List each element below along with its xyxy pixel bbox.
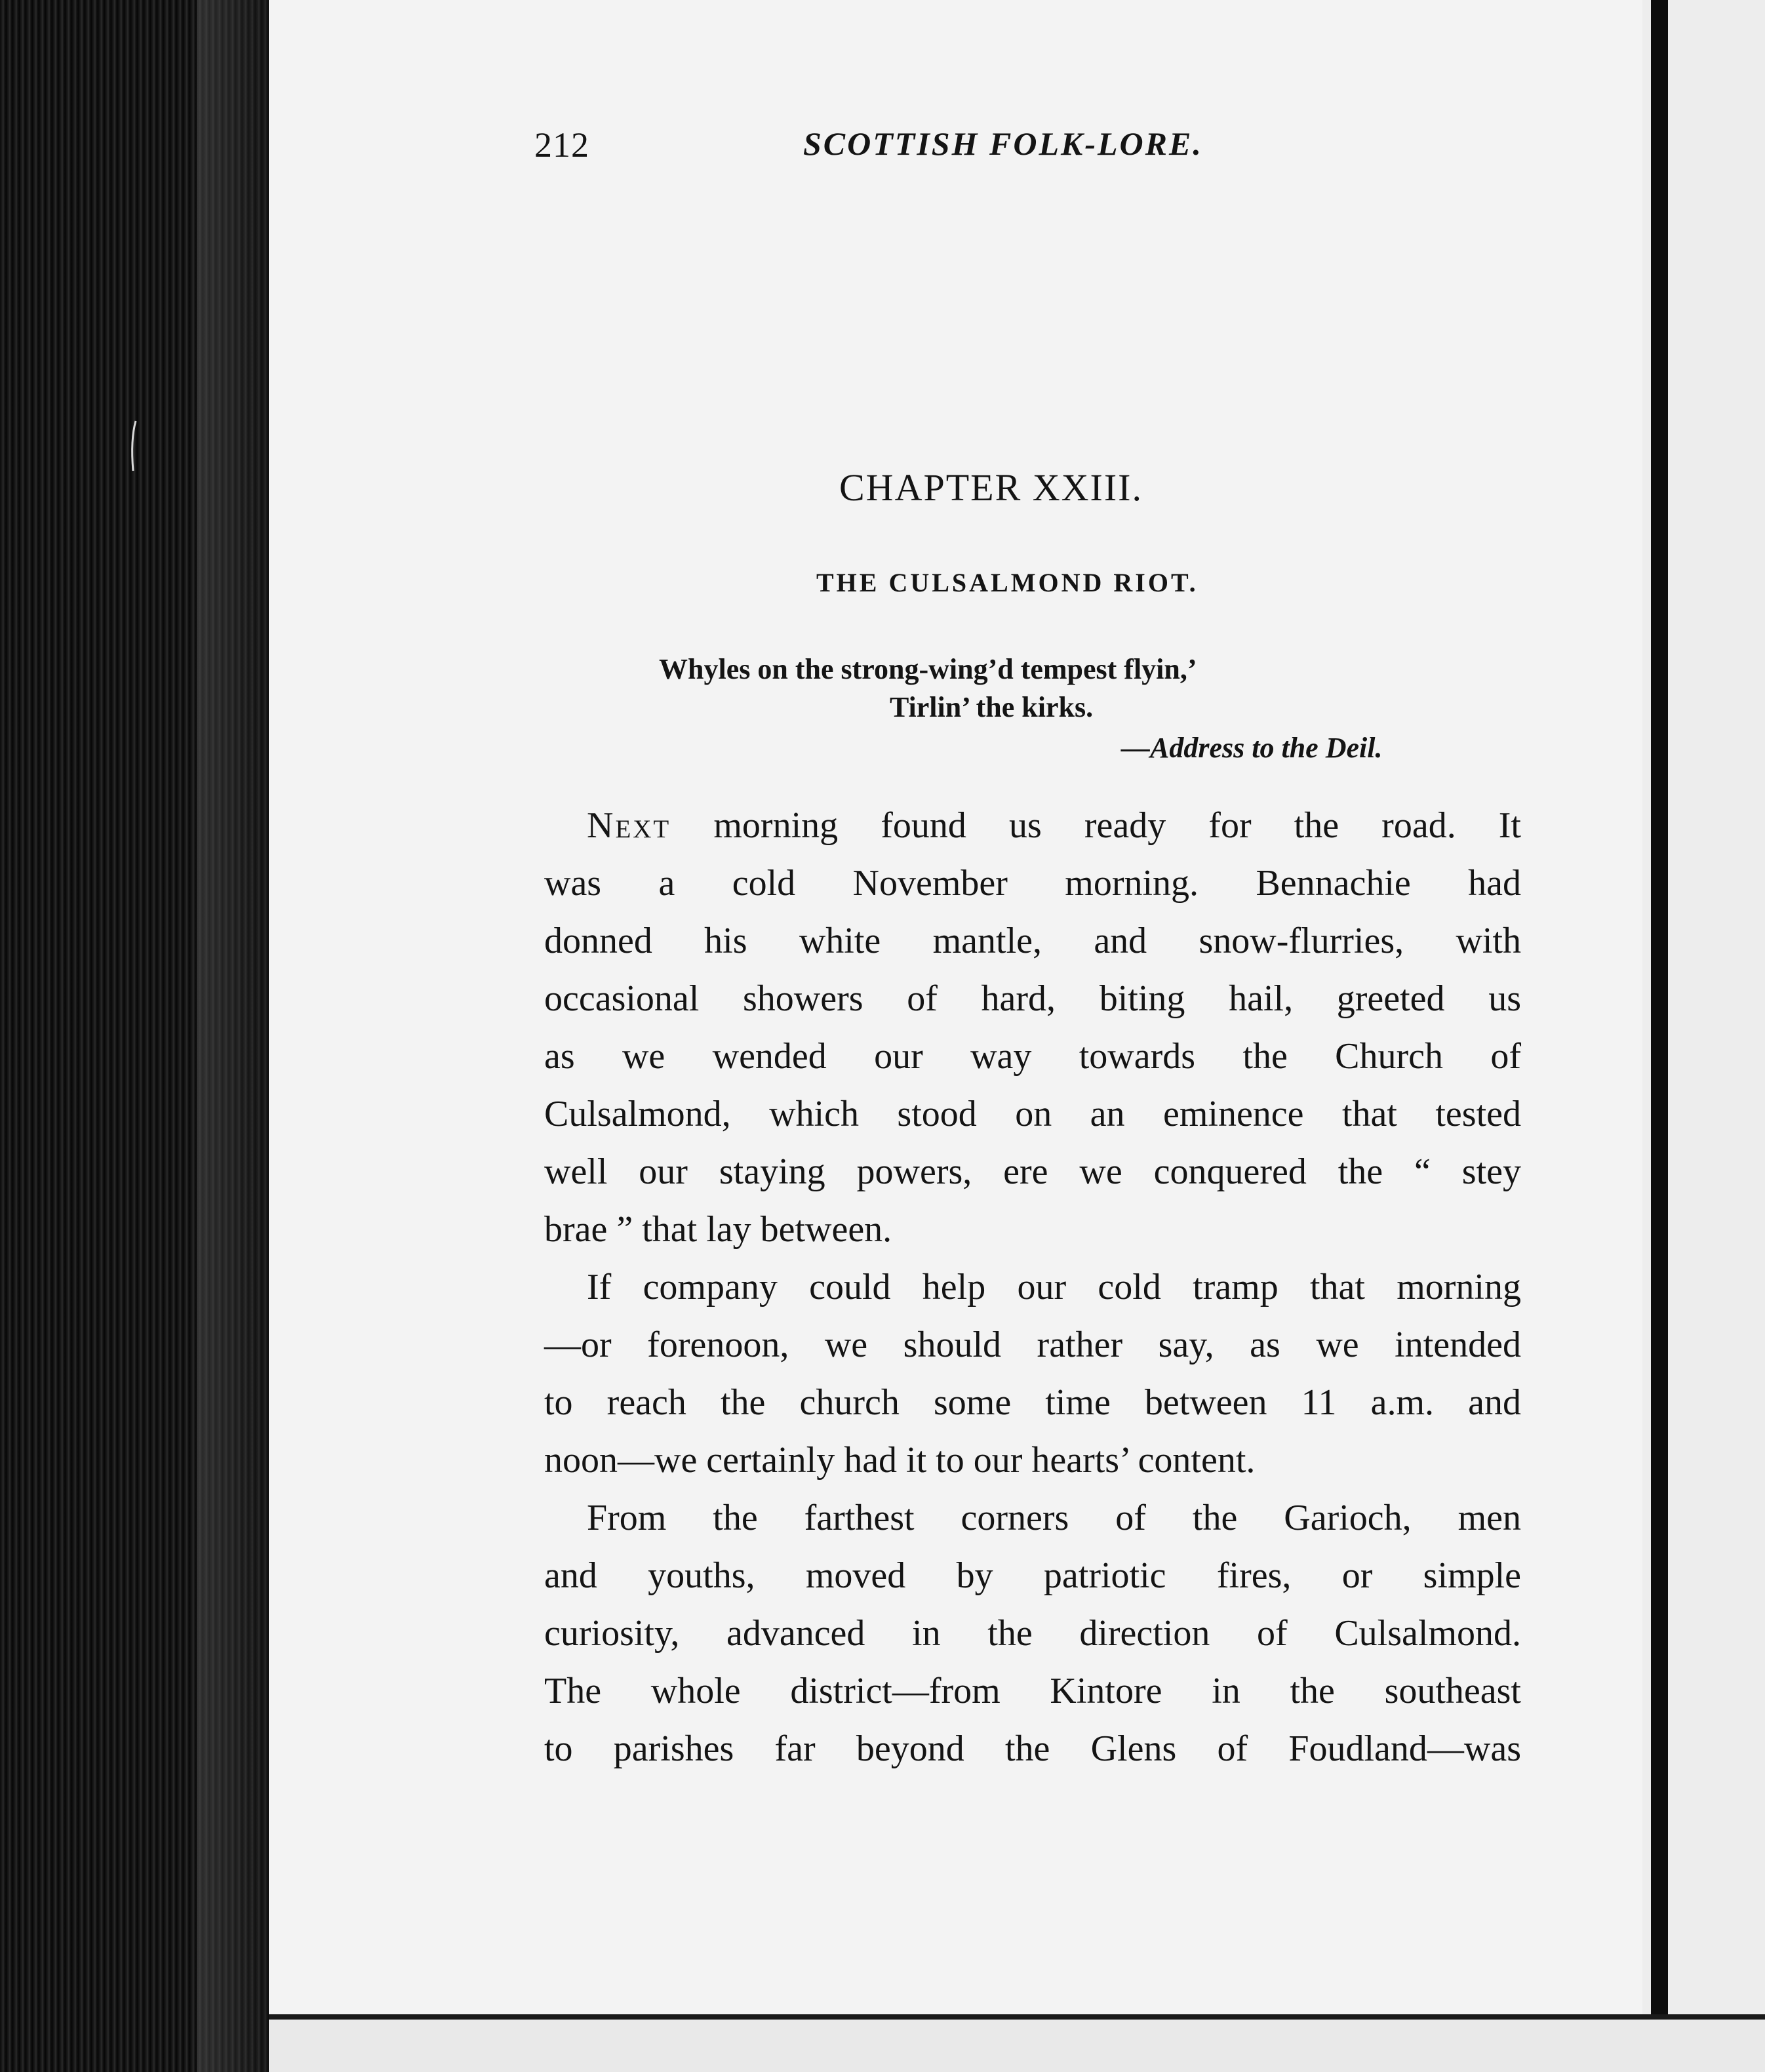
- binding-shadow: [1651, 0, 1668, 2046]
- paragraph: [544, 1258, 1521, 1489]
- paragraph: [544, 797, 1521, 1258]
- text-line: occasional showers of hard, biting hail, greeted us: [544, 978, 1521, 1019]
- page-speck-mark: [128, 420, 141, 472]
- epigraph: [659, 652, 1511, 777]
- page-number: 212: [534, 125, 589, 165]
- text-line: well our staying powers, ere we conquered the “ stey: [544, 1151, 1521, 1192]
- text-line: curiosity, advanced in the direction of Culsalmond.: [544, 1613, 1521, 1654]
- text-line: —or forenoon, we should rather say, as we intended: [544, 1325, 1521, 1365]
- text-line: If company could help our cold tramp that morning: [587, 1267, 1521, 1307]
- epigraph-line: Whyles on the strong-wing’d tempest flyin,’: [659, 653, 1197, 685]
- text-line: Culsalmond, which stood on an eminence that tested: [544, 1094, 1521, 1134]
- chapter-subtitle: THE CULSALMOND RIOT.: [816, 568, 1199, 597]
- running-head: [534, 125, 1249, 177]
- bottom-margin: [269, 2014, 1765, 2072]
- epigraph-attribution: —Address to the Deil.: [1121, 732, 1383, 764]
- text-line: donned his white mantle, and snow-flurries, with: [544, 921, 1521, 961]
- drop-word: Next: [587, 805, 671, 846]
- text-line: noon—we certainly had it to our hearts’ content.: [544, 1440, 1256, 1481]
- text-line: The whole district—from Kintore in the southeast: [544, 1671, 1521, 1711]
- epigraph-line: Tirlin’ the kirks.: [890, 691, 1094, 723]
- line-text: morning found us ready for the road. It: [671, 805, 1521, 846]
- body-text: [544, 797, 1521, 1778]
- text-line: and youths, moved by patriotic fires, or simple: [544, 1555, 1521, 1596]
- text-line: to parishes far beyond the Glens of Foudland—was: [544, 1728, 1521, 1769]
- paragraph: [544, 1489, 1521, 1778]
- text-line: was a cold November morning. Bennachie had: [544, 863, 1521, 904]
- running-title: SCOTTISH FOLK-LORE.: [803, 125, 1203, 162]
- text-line: to reach the church some time between 11 a.m. and: [544, 1382, 1521, 1423]
- text-line: brae ” that lay between.: [544, 1209, 892, 1250]
- chapter-title: CHAPTER XXIII.: [839, 466, 1143, 509]
- text-line: as we wended our way towards the Church of: [544, 1036, 1521, 1077]
- text-line: [544, 797, 1521, 854]
- book-page-edges: [0, 0, 272, 2072]
- text-line: From the farthest corners of the Garioch, men: [587, 1498, 1521, 1538]
